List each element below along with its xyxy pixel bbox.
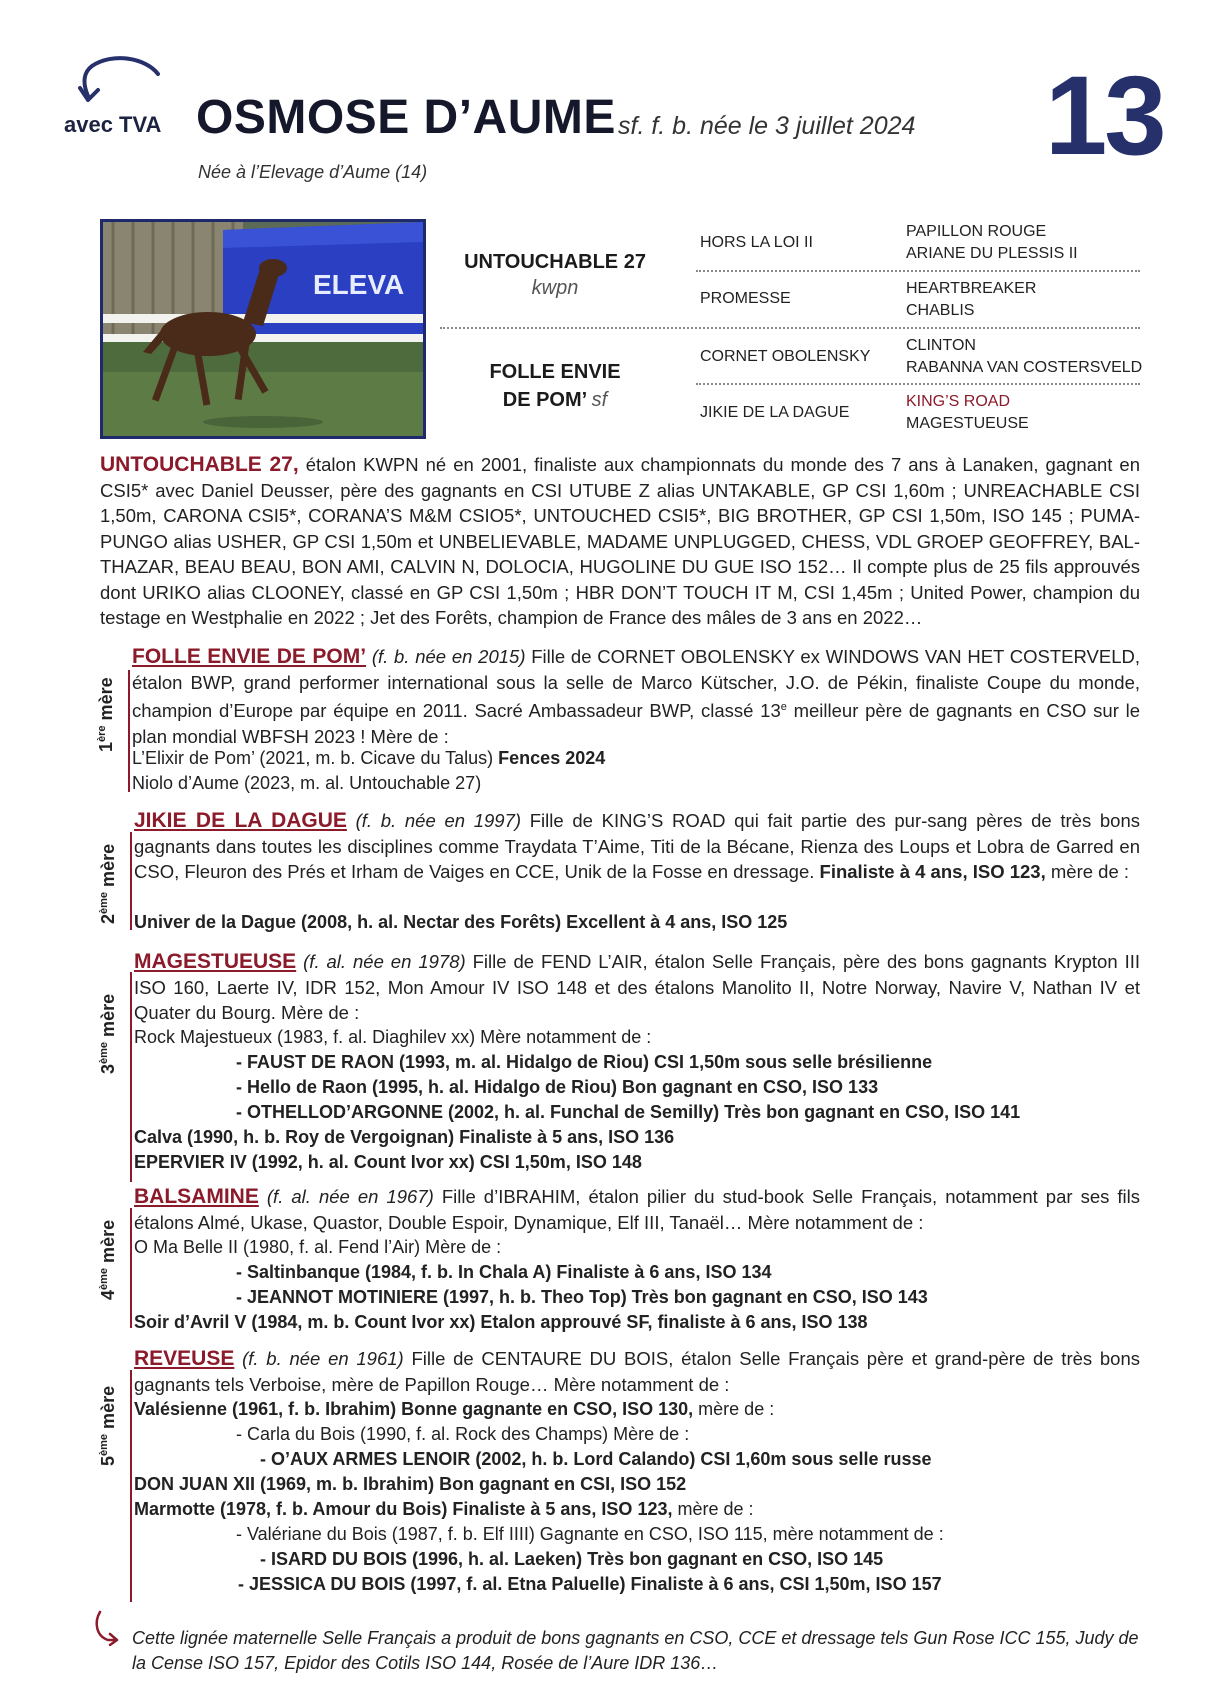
footer-note: Cette lignée maternelle Selle Français a produit de bons gagnants en CSO, CCE et dressage tels Gun Rose ICC 155, Judy de la Cense ISO 157, Epidor des Cotils ISO 144, Rosée de l’Aure IDR 136…: [132, 1628, 1139, 1673]
pedigree-ggp-2: ARIANE DU PLESSIS II: [906, 245, 1078, 262]
mere5-line-1: Valésienne (1961, f. b. Ibrahim) Bonne gagnante en CSO, ISO 130, mère de :: [134, 1399, 775, 1419]
mere4-text: BALSAMINE (f. al. née en 1967) Fille d’IBRAHIM, étalon pilier du stud-book Selle Français, notamment par ses fils étalons Almé, Ukase, Quastor, Double Espoir, Dynamique, Elf III, Tanaël… Mère notamment de :: [134, 1185, 1141, 1233]
pedigree-dam-line1: FOLLE ENVIE: [489, 361, 621, 383]
mere5-line-8: - JESSICA DU BOIS (1997, f. al. Etna Paluelle) Finaliste à 6 ans, CSI 1,50m, ISO 157: [238, 1574, 942, 1594]
pedigree-dam-name: DE POM’: [502, 389, 587, 411]
mere2-name: JIKIE DE LA DAGUE: [134, 809, 347, 832]
mere1-label: 1ère mère: [96, 677, 116, 752]
foal-photo-illustration: [103, 222, 423, 436]
mere5-name: REVEUSE: [134, 1347, 235, 1370]
pedigree-ggp-8: MAGESTUEUSE: [906, 415, 1029, 432]
pedigree-gp-4: JIKIE DE LA DAGUE: [700, 404, 850, 421]
mere5-line-5: Marmotte (1978, f. b. Amour du Bois) Finaliste à 5 ans, ISO 123, mère de :: [134, 1499, 754, 1519]
mere2-produce-1: Univer de la Dague (2008, h. al. Nectar des Forêts) Excellent à 4 ans, ISO 125: [134, 912, 788, 932]
mere3-line-4: - OTHELLOD’ARGONNE (2002, h. al. Funchal de Semilly) Très bon gagnant en CSO, ISO 141: [236, 1102, 1021, 1122]
sire-description: [100, 452, 1140, 631]
foal-photo: [100, 219, 426, 439]
pedigree-divider-main: [440, 327, 1140, 329]
mere5-line-3: - O’AUX ARMES LENOIR (2002, h. b. Lord Calando) CSI 1,60m sous selle russe: [260, 1449, 932, 1469]
mere3-line-2: - FAUST DE RAON (1993, m. al. Hidalgo de Riou) CSI 1,50m sous selle brésilienne: [236, 1052, 933, 1072]
mere1-name: FOLLE ENVIE DE POM’: [132, 645, 367, 668]
mere3-line-5: Calva (1990, h. b. Roy de Vergoignan) Finaliste à 5 ans, ISO 136: [134, 1127, 675, 1147]
mere3-info: (f. al. née en 1978): [303, 951, 466, 972]
mere5-bracket: [130, 1370, 132, 1602]
birthplace: Née à l’Elevage d’Aume (14): [198, 162, 428, 182]
pedigree-gp-3: CORNET OBOLENSKY: [700, 348, 871, 365]
mere1-info: (f. b. née en 2015): [371, 646, 526, 667]
mere1-text: FOLLE ENVIE DE POM’ (f. b. née en 2015) Fille de CORNET OBOLENSKY ex WINDOWS VAN HET COSTERVELD, étalon BWP, grand performer international sous la selle de Marco Kütscher, J.O. de Pékin, finaliste Coupe du monde, champion d’Europe par équipe en 2011. Sacré Ambassadeur BWP, classé 13e meilleur père de gagnants en CSO sur le plan mondial WBFSH 2023 ! Mère de :: [132, 645, 1140, 747]
mere3-name: MAGESTUEUSE: [134, 950, 297, 973]
mere4-info: (f. al. née en 1967): [266, 1186, 434, 1207]
pedigree-dam-breed: sf: [591, 389, 608, 411]
mere2-bracket: [130, 832, 132, 930]
mere3-line-1: Rock Majestueux (1983, f. al. Diaghilev xx) Mère notamment de :: [134, 1027, 652, 1047]
mere4-line-4: Soir d’Avril V (1984, m. b. Count Ivor xx) Etalon approuvé SF, finaliste à 6 ans, ISO 138: [134, 1312, 868, 1332]
horse-description: sf. f. b. née le 3 juillet 2024: [618, 112, 916, 140]
pedigree-gp-1: HORS LA LOI II: [700, 234, 813, 251]
tva-label: avec TVA: [64, 112, 162, 137]
mere5-text: REVEUSE (f. b. née en 1961) Fille de CENTAURE DU BOIS, étalon Selle Français père et grand-père de très bons gagnants tels Verboise, mère de Papillon Rouge… Mère notamment de :: [134, 1347, 1140, 1395]
mere5-info: (f. b. née en 1961): [242, 1348, 404, 1369]
pedigree-sire-breed: kwpn: [531, 277, 579, 299]
sire-body: étalon KWPN né en 2001, finaliste aux championnats du monde des 7 ans à Lanaken, gagnant en CSI5* avec Daniel Deusser, père des gagnants en CSI UTUBE Z alias UNTAKABLE, GP CSI 1,60m ; UNREACHABLE CSI 1,50m, CARONA CSI5*, CORANA’S M&M CSIO5*, UNTOUCHED CSI5*, BIG BROTHER, GP CSI 1,50m, ISO 145 ; PUMA-PUNGO alias USHER, GP CSI 1,50m et UNBELIEVABLE, MADAME UNPLUGGED, CHESS, VDL GROEP GEOFFREY, BAL-THAZAR, BEAU BEAU, BON AMI, CALVIN N, DOLOCIA, HUGOLINE DU GUE ISO 152… Il compte plus de 25 fils approuvés dont URIKO alias CLOONEY, classé en GP CSI 1,50m ; HBR DON’T TOUCH IT M, CSI 1,45m ; United Power, champion du testage en Westphalie en 2022 ; Jet des Forêts, champion de France des mâles de 3 ans en 2022…: [100, 454, 1140, 628]
mere5-label: 5ème mère: [98, 1385, 118, 1466]
pedigree-divider: [696, 270, 1140, 272]
mere4-line-2: - Saltinbanque (1984, f. b. In Chala A) Finaliste à 6 ans, ISO 134: [236, 1262, 772, 1282]
mere2-label: 2ème mère: [98, 843, 118, 924]
mere4-name: BALSAMINE: [134, 1185, 259, 1208]
mere3-bracket: [130, 972, 132, 1182]
mere2-info: (f. b. née en 1997): [355, 810, 522, 831]
mere5-line-2: - Carla du Bois (1990, f. al. Rock des Champs) Mère de :: [236, 1424, 690, 1444]
pedigree-ggp-6: RABANNA VAN COSTERSVELD: [906, 359, 1143, 376]
mere5-line-4: DON JUAN XII (1969, m. b. Ibrahim) Bon gagnant en CSI, ISO 152: [134, 1474, 687, 1494]
mere4-line-3: - JEANNOT MOTINIERE (1997, h. b. Theo Top) Très bon gagnant en CSO, ISO 143: [236, 1287, 928, 1307]
pedigree-dam-line2: [440, 386, 670, 414]
mere1-produce-2: Niolo d’Aume (2023, m. al. Untouchable 27): [132, 773, 482, 793]
pedigree-ggp-3: HEARTBREAKER: [906, 280, 1037, 297]
mere3-line-6: EPERVIER IV (1992, h. al. Count Ivor xx) CSI 1,50m, ISO 148: [134, 1152, 642, 1172]
mere4-line-1: O Ma Belle II (1980, f. al. Fend l’Air) Mère de :: [134, 1237, 502, 1257]
pedigree-gp-2: PROMESSE: [700, 290, 791, 307]
horse-name: OSMOSE D’AUME: [196, 91, 616, 144]
pedigree-ggp-7: KING’S ROAD: [906, 393, 1011, 410]
pedigree-ggp-1: PAPILLON ROUGE: [906, 223, 1047, 240]
pedigree-ggp-4: CHABLIS: [906, 302, 975, 319]
pedigree-ggp-5: CLINTON: [906, 337, 976, 354]
sire-name: UNTOUCHABLE 27,: [100, 453, 299, 476]
mere2-text: JIKIE DE LA DAGUE (f. b. née en 1997) Fille de KING’S ROAD qui fait partie des pur-sang pères de très bons gagnants dans toutes les disciplines comme Traydata T’Aime, Titi de la Bécane, Rienza des Loups et Lobra de Garred en CSO, Fleuron des Prés et Irham de Vaiges en CCE, Unik de la Fosse en dressage. Finaliste à 4 ans, ISO 123, mère de :: [134, 809, 1141, 882]
pedigree-sire: UNTOUCHABLE 27: [464, 251, 646, 273]
mere3-line-3: - Hello de Raon (1995, h. al. Hidalgo de Riou) Bon gagnant en CSO, ISO 133: [236, 1077, 879, 1097]
curved-arrow-icon: [58, 52, 168, 112]
mere5-line-7: - ISARD DU BOIS (1996, h. al. Laeken) Très bon gagnant en CSO, ISO 145: [260, 1549, 884, 1569]
mere1-bracket: [128, 670, 130, 792]
mere4-bracket: [130, 1208, 132, 1328]
pedigree-divider: [696, 383, 1140, 385]
mere3-label: 3ème mère: [98, 993, 118, 1074]
mere4-label: 4ème mère: [98, 1219, 118, 1300]
mere1-produce-1: L’Elixir de Pom’ (2021, m. b. Cicave du Talus) Fences 2024: [132, 748, 606, 768]
return-arrow-icon: [92, 1610, 120, 1646]
banner-text: ELEVA: [313, 269, 405, 300]
lot-number: 13: [1045, 53, 1164, 178]
mere5-line-6: - Valériane du Bois (1987, f. b. Elf IIII) Gagnante en CSO, ISO 115, mère notamment de :: [236, 1524, 944, 1544]
mere3-text: MAGESTUEUSE (f. al. née en 1978) Fille de FEND L’AIR, étalon Selle Français, père des bons gagnants Krypton III ISO 160, Laerte IV, IDR 152, Mon Amour IV ISO 148 et des étalons Manolito II, Notre Norway, Navire V, Nathan IV et Quater du Bourg. Mère de :: [134, 950, 1140, 1023]
